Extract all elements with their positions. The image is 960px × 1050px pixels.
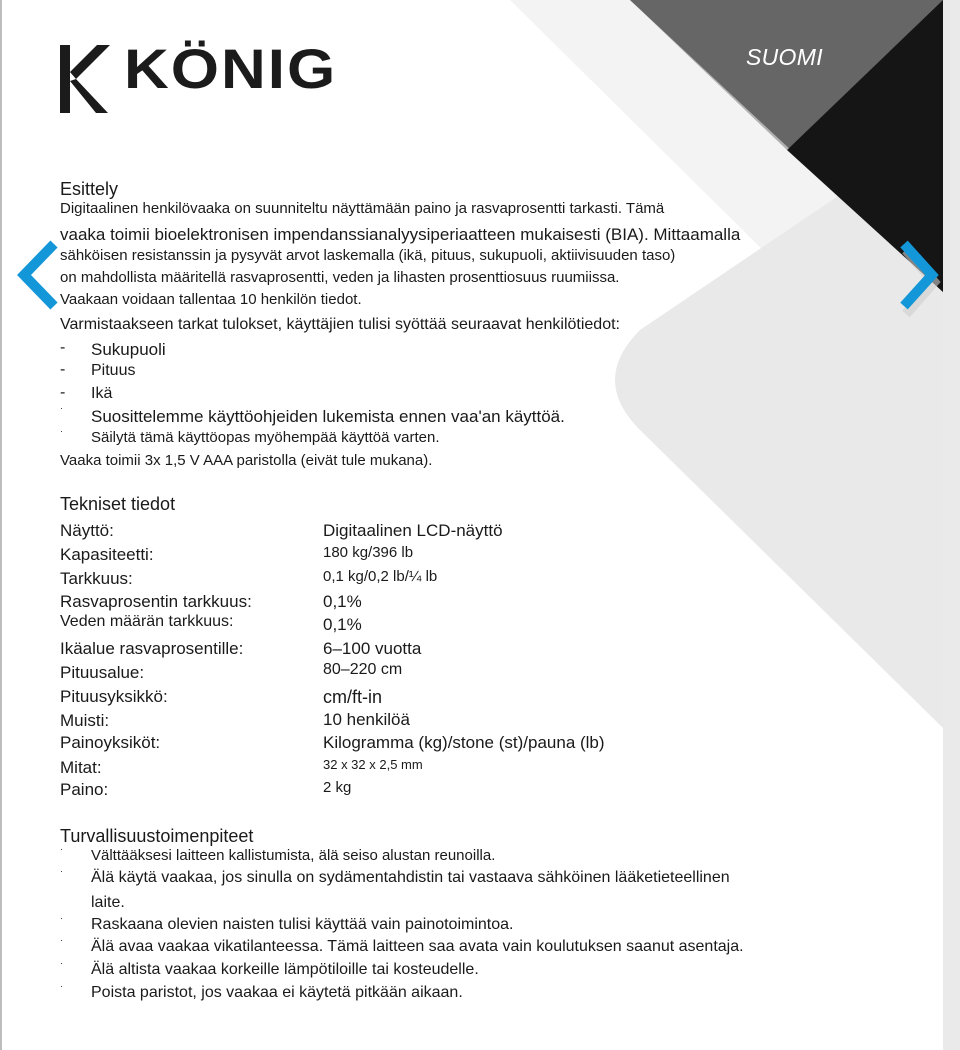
personal-data-item: Sukupuoli <box>91 340 166 359</box>
list-dash: - <box>60 384 66 401</box>
safety-item: Älä avaa vaakaa vikatilanteessa. Tämä laitteen saa avata vain koulutuksen saanut asentaja. <box>91 938 744 955</box>
intro-paragraph-line: Vaakaan voidaan tallentaa 10 henkilön tiedot. <box>60 291 362 308</box>
data-prompt: Varmistaakseen tarkat tulokset, käyttäjien tulisi syöttää seuraavat henkilötiedot: <box>60 316 620 333</box>
list-dash: - <box>60 361 66 378</box>
spec-value: Digitaalinen LCD-näyttö <box>323 521 503 540</box>
spec-label: Rasvaprosentin tarkkuus: <box>60 592 252 611</box>
spec-value: 0,1 kg/0,2 lb/¼ lb <box>323 568 438 585</box>
safety-heading: Turvallisuustoimenpiteet <box>60 826 254 846</box>
spec-value: 10 henkilöä <box>323 710 410 729</box>
language-label: SUOMI <box>746 44 823 70</box>
spec-value: 180 kg/396 lb <box>323 544 414 561</box>
battery-note: Vaaka toimii 3x 1,5 V AAA paristolla (eivät tule mukana). <box>60 452 433 469</box>
safety-item: Älä altista vaakaa korkeille lämpötiloille tai kosteudelle. <box>91 961 479 978</box>
spec-value: 2 kg <box>323 779 352 796</box>
intro-paragraph-line: sähköisen resistanssin ja pysyvät arvot laskemalla (ikä, pituus, sukupuoli, aktiivisuuden taso) <box>60 247 676 264</box>
spec-value: 80–220 cm <box>323 661 403 678</box>
list-bullet: · <box>60 981 63 991</box>
spec-label: Kapasiteetti: <box>60 545 154 564</box>
note-item: Suosittelemme käyttöohjeiden lukemista ennen vaa'an käyttöä. <box>91 407 565 426</box>
note-item: Säilytä tämä käyttöopas myöhempää käyttöä varten. <box>91 429 440 446</box>
spec-value: 32 x 32 x 2,5 mm <box>323 757 423 772</box>
spec-value: 0,1% <box>323 615 362 634</box>
spec-label: Paino: <box>60 780 109 799</box>
safety-item: Poista paristot, jos vaakaa ei käytetä pitkään aikaan. <box>91 984 463 1001</box>
spec-label: Mitat: <box>60 758 102 777</box>
intro-paragraph-line: Digitaalinen henkilövaaka on suunniteltu näyttämään paino ja rasvaprosentti tarkasti. Tämä <box>60 200 665 217</box>
list-bullet: · <box>60 426 63 436</box>
list-bullet: · <box>60 403 63 413</box>
list-bullet: · <box>60 913 63 923</box>
specs-heading: Tekniset tiedot <box>60 494 176 514</box>
intro-paragraph-line: vaaka toimii bioelektronisen impendanssianalyysiperiaatteen mukaisesti (BIA). Mittaamalla <box>60 225 741 244</box>
spec-value: 6–100 vuotta <box>323 639 422 658</box>
previous-page-chevron-left-icon[interactable] <box>14 238 64 312</box>
list-bullet: · <box>60 866 63 876</box>
list-bullet: · <box>60 958 63 968</box>
spec-label: Veden määrän tarkkuus: <box>60 613 234 630</box>
safety-item: laite. <box>91 894 125 911</box>
spec-value: cm/ft-in <box>323 687 383 707</box>
personal-data-item: Ikä <box>91 385 113 402</box>
list-bullet: · <box>60 935 63 945</box>
spec-label: Tarkkuus: <box>60 569 133 588</box>
safety-item: Älä käytä vaakaa, jos sinulla on sydämentahdistin tai vastaava sähköinen lääketieteellinen <box>91 869 730 886</box>
intro-paragraph-line: on mahdollista määritellä rasvaprosentti, veden ja lihasten prosenttiosuus ruumiissa. <box>60 269 620 286</box>
spec-label: Painoyksiköt: <box>60 733 161 752</box>
next-page-chevron-right-icon[interactable] <box>894 238 946 318</box>
spec-value: 0,1% <box>323 592 362 611</box>
list-dash: - <box>60 339 66 356</box>
spec-label: Pituusalue: <box>60 663 145 682</box>
safety-item: Välttääksesi laitteen kallistumista, älä seiso alustan reunoilla. <box>91 847 496 864</box>
spec-value: Kilogramma (kg)/stone (st)/pauna (lb) <box>323 733 605 752</box>
spec-label: Ikäalue rasvaprosentille: <box>60 639 244 658</box>
list-bullet: · <box>60 844 63 854</box>
spec-label: Näyttö: <box>60 521 114 540</box>
page-edge-right <box>943 0 960 1050</box>
spec-label: Pituusyksikkö: <box>60 687 168 706</box>
brand-logo: KÖNIG <box>124 38 338 101</box>
intro-heading: Esittely <box>60 179 119 199</box>
konig-logo-mark-icon <box>60 45 110 113</box>
personal-data-item: Pituus <box>91 362 136 379</box>
spec-label: Muisti: <box>60 711 110 730</box>
safety-item: Raskaana olevien naisten tulisi käyttää vain painotoimintoa. <box>91 916 514 933</box>
